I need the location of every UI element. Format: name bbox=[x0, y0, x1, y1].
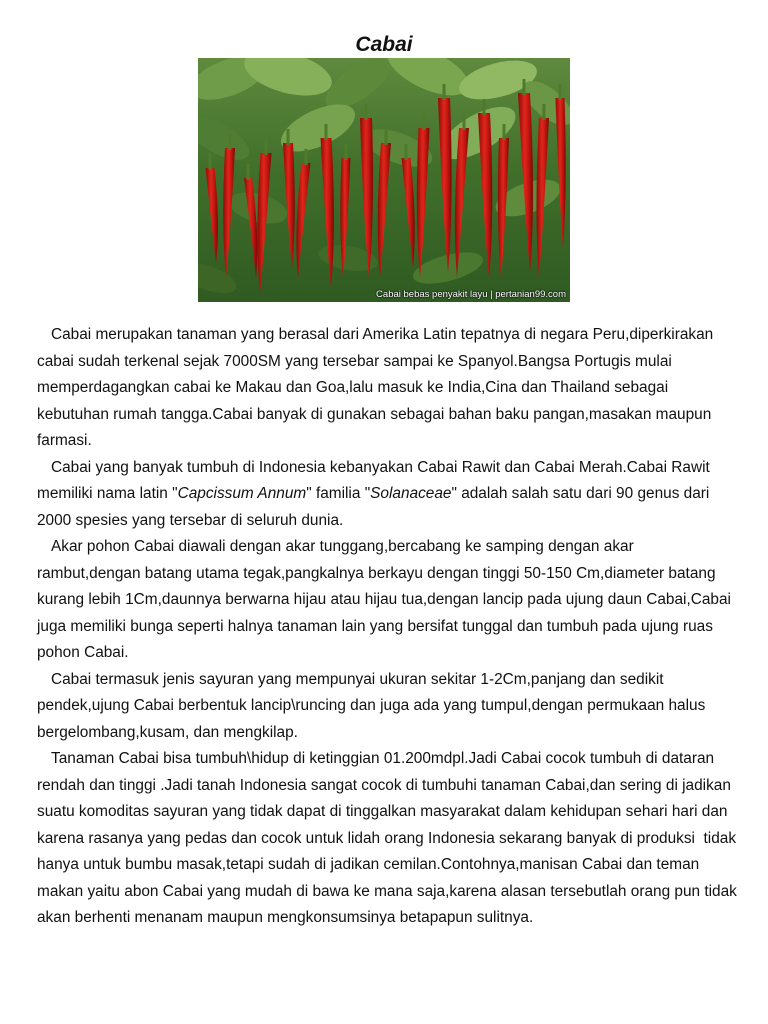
paragraph-text: " adalah salah satu dari 90 genus dari 2000 spesies yang tersebar di seluruh dunia. bbox=[37, 485, 714, 529]
chili-stem bbox=[365, 104, 368, 120]
chili-stem bbox=[265, 139, 268, 155]
chili-stem bbox=[287, 129, 290, 145]
chili-stem bbox=[483, 99, 486, 115]
paragraph-text: Cabai yang banyak tumbuh di Indonesia kebanyakan Cabai Rawit dan Cabai Merah.Cabai Rawit memiliki nama latin " bbox=[37, 458, 715, 502]
document-title: Cabai bbox=[355, 33, 413, 56]
chili-pepper bbox=[283, 143, 295, 268]
article-body bbox=[37, 322, 742, 932]
chili-stem bbox=[325, 124, 328, 140]
chili-pepper bbox=[438, 98, 452, 273]
chili-stem bbox=[463, 114, 466, 130]
chili-stem bbox=[423, 114, 426, 130]
paragraph bbox=[37, 667, 737, 747]
chili-pepper bbox=[378, 143, 391, 278]
chili-stem bbox=[247, 164, 250, 180]
leaf bbox=[198, 256, 240, 299]
chili-pepper bbox=[478, 113, 492, 278]
chili-stem bbox=[385, 129, 388, 145]
chili-pepper bbox=[417, 128, 430, 278]
chili-pepper bbox=[518, 93, 533, 273]
paragraph-text: " familia " bbox=[306, 485, 371, 502]
latin-name: Capcissum Annum bbox=[177, 485, 307, 502]
paragraph-text: Cabai termasuk jenis sayuran yang mempunyai ukuran sekitar 1-2Cm,panjang dan sedikit pendek,ujung Cabai berbentuk lancip\runcing dan juga ada yang tumpul,dengan permukaan halus bergelombang,kusam, dan mengkilap. bbox=[37, 670, 710, 741]
chili-stem bbox=[503, 124, 506, 140]
chili-stem bbox=[209, 154, 212, 170]
paragraph bbox=[37, 322, 737, 455]
chili-pepper bbox=[321, 138, 334, 288]
latin-name: Solanaceae bbox=[370, 485, 452, 502]
chili-stem bbox=[405, 144, 408, 160]
paragraph-text: Akar pohon Cabai diawali dengan akar tunggang,bercabang ke samping dengan akar rambut,dengan batang utama tegak,pangkalnya berkayu dengan tinggi 50-150 Cm,diameter batang kurang lebih 1Cm,daunnya berwarna hijau atau hijau tua,dengan lancip pada ujung daun Cabai,Cabai juga memiliki bunga seperti halnya tanaman lain yang bersifat tunggal dan tumbuh pada ujung ruas pohon Cabai. bbox=[37, 538, 736, 661]
photo-caption: Cabai bebas penyakit layu | pertanian99.com bbox=[376, 289, 566, 300]
chili-pepper bbox=[556, 98, 566, 248]
chili-stem bbox=[345, 144, 348, 160]
chili-stem bbox=[443, 84, 446, 100]
paragraph-text: Cabai merupakan tanaman yang berasal dari Amerika Latin tepatnya di negara Peru,diperkirakan cabai sudah terkenal sejak 7000SM yang tersebar sampai ke Spanyol.Bangsa Portugis mulai memperdagangkan cabai ke Makau dan Goa,lalu masuk ke India,Cina dan Thailand sebagai kebutuhan rumah tangga.Cabai banyak di gunakan sebagai bahan baku pangan,masakan maupun farmasi. bbox=[37, 326, 718, 449]
chili-stem bbox=[543, 104, 546, 120]
chili-illustration bbox=[198, 58, 570, 302]
chili-pepper bbox=[206, 168, 218, 263]
chili-stem bbox=[305, 149, 308, 165]
paragraph-text: Tanaman Cabai bisa tumbuh\hidup di ketinggian 01.200mdpl.Jadi Cabai cocok tumbuh di dataran rendah dan tinggi .Jadi tanah Indonesia sangat cocok di tumbuhi tanaman Cabai,dan sering di jadikan suatu komoditas sayuran yang tidak dapat di tinggalkan masyarakat dalam kehidupan sehari hari dan karena rasanya yang pedas dan cocok untuk lidah orang Indonesia sekarang banyak di produksi tidak hanya untuk bumbu masak,tetapi sudah di jadikan cemilan.Contohnya,manisan Cabai dan teman makan yaitu abon Cabai yang mudah di bawa ke mana saja,karena alasan tersebutlah orang pun tidak akan berhenti menanam maupun mengkonsumsinya betapapun sulitnya. bbox=[37, 750, 742, 926]
chili-stem bbox=[229, 134, 232, 150]
chili-pepper bbox=[244, 178, 257, 278]
paragraph bbox=[37, 455, 737, 535]
chili-plant-photo bbox=[198, 58, 570, 302]
paragraph bbox=[37, 534, 737, 667]
chili-pepper bbox=[296, 163, 310, 278]
chili-pepper bbox=[402, 158, 415, 268]
chili-stem bbox=[523, 79, 526, 95]
chili-pepper bbox=[223, 148, 235, 278]
chili-stem bbox=[559, 84, 562, 100]
paragraph bbox=[37, 746, 742, 932]
